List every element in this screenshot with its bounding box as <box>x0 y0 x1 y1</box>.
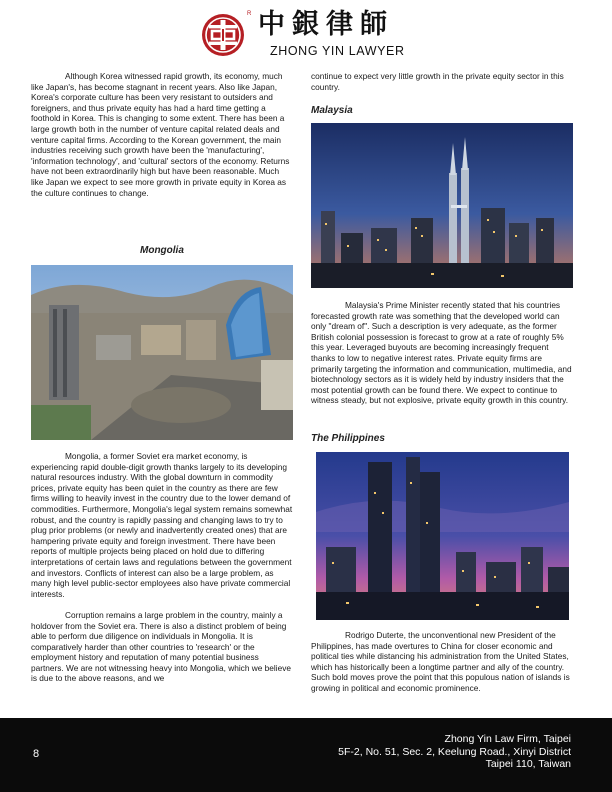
malaysia-skyline-photo <box>311 123 573 288</box>
philippines-paragraph: Rodrigo Duterte, the unconventional new President of the Philippines, has made overtures to China for closer economic and political ties while distancing his administration from the United States, which has historically been a longtime partner and ally of the country. Such bold moves prove the point that this populous nation of islands is growing in political and economic prominence. <box>311 630 570 693</box>
philippines-heading: The Philippines <box>311 433 385 444</box>
mongolia-paragraph-2: Corruption remains a large problem in the country, mainly a holdover from the Soviet era. There is also a distinct problem of being able to perform due diligence on individuals in Mongolia. It is comparatively harder than other countries to 'research' or the employment history and reputation of many potential business partners. We are not witnessing heavy into Mongolia, which we believe is due to the above reasons, and we <box>31 609 291 684</box>
firm-address <box>338 733 571 771</box>
philippines-section <box>311 630 573 694</box>
malaysia-paragraph: Malaysia's Prime Minister recently stated that his countries forecasted growth rate was something that the developed world can only "dream of". Such a description is very adequate, as the former British colonial possession is forecast to grow at a rate of roughly 5% this year. Leveraged buyouts are becoming increasingly frequent thanks to low to negative interest rates. Private equity firms are primarily targeting the information and communication, multimedia, and biotechnology sectors as it is widely held by industry insiders that the most potential growth can be found there. We expect to continue to witness steady, but not explosive, private equity growth in this country. <box>311 300 572 406</box>
philippines-skyline-photo <box>316 452 569 620</box>
malaysia-heading: Malaysia <box>311 105 353 116</box>
malaysia-section <box>311 300 573 406</box>
page-number: 8 <box>33 748 40 760</box>
mongolia-city-photo <box>31 265 293 440</box>
address-line-2: 5F-2, No. 51, Sec. 2, Keelung Road., Xinyi District <box>338 745 571 758</box>
mongolia-heading: Mongolia <box>140 245 184 256</box>
registered-mark: R <box>247 11 252 17</box>
korea-paragraph: Although Korea witnessed rapid growth, its economy, much like Japan's, has become stagnant in recent years. Also like Japan, Korea's corporate culture has been very resistant to outsiders and foreigners, and thus private equity has had a hard time getting a foothold in Korea. This is changing to some extent. There has been a large growth both in the number of venture capital related deals and venture capital firms. According to the Korean government, the main industries receiving such growth have been the 'manufacturing', 'information technology', and 'cultural' sectors of the economy. Returns have not been extraordinarily high but have been reasonable. Much like Japan we expect to see more growth in private equity in Korea as the culture continues to change. <box>31 71 290 198</box>
korea-section <box>31 71 293 198</box>
address-line-1: Zhong Yin Law Firm, Taipei <box>444 733 571 745</box>
continuation-paragraph: continue to expect very little growth in the private equity sector in this country. <box>311 71 564 92</box>
mongolia-section <box>31 451 293 684</box>
page-footer <box>0 718 612 792</box>
address-line-3: Taipei 110, Taiwan <box>485 758 571 771</box>
logo-english-name: ZHONG YIN LAWYER <box>270 44 405 58</box>
logo-chinese-name: 中銀律師 <box>258 9 394 40</box>
page-header <box>0 0 612 64</box>
continuation-text <box>311 71 573 92</box>
mongolia-paragraph-1: Mongolia, a former Soviet era market economy, is experiencing rapid double-digit growth thanks largely to its developing natural resources industry. With the global downturn in commodity prices, private equity has been quiet in the country as there are few firms willing to heavily invest in the country due to the lower demand of commodities. Furthermore, Mongolia's legal system remains somewhat robust, and the country is rapidly passing and changing laws to try to plug prior problems (or newly and inadvertently created ones) that are hampering private equity and foreign investment. There have been reports of multiple projects being placed on hold due to differing interpretations of certain laws and regulations between the government and investors. Conflicts of interest can also be a large problem, as many high level public-sector employees also have private commercial interests. <box>31 451 293 599</box>
firm-logo-seal <box>201 13 245 57</box>
